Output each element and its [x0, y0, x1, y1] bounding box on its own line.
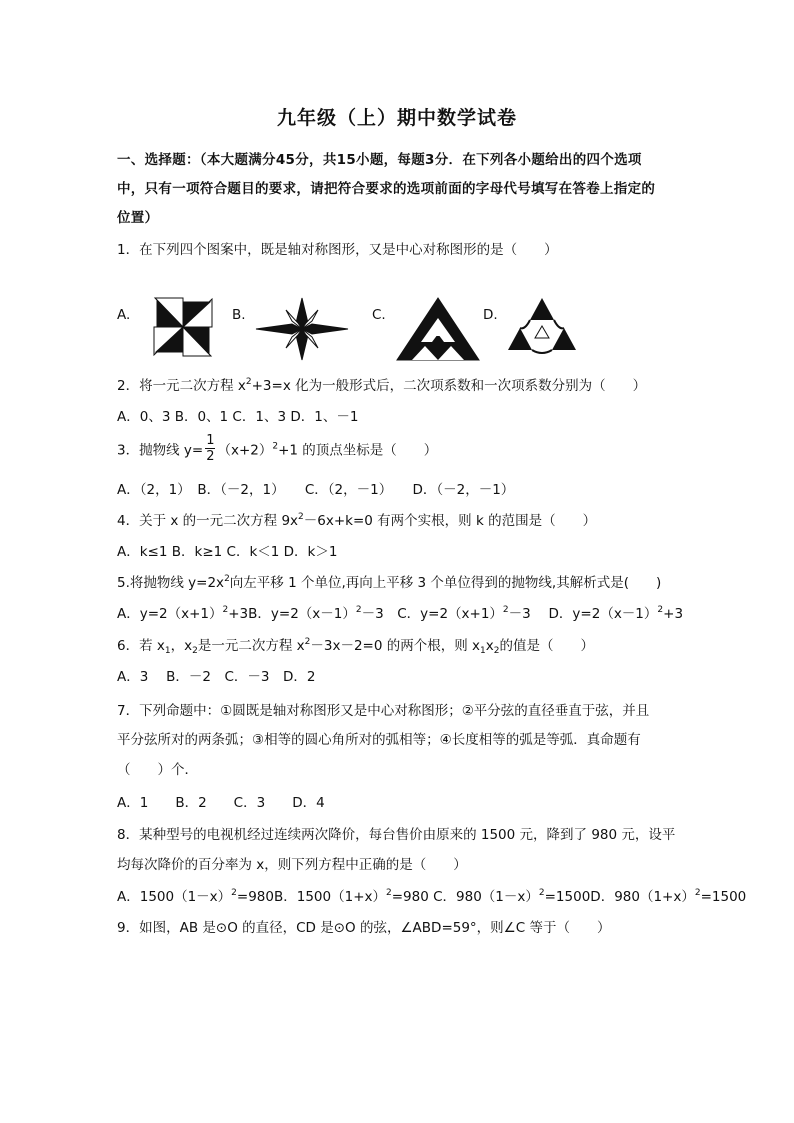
question-7-options: A．1 B．2 C．3 D．4 — [117, 795, 325, 811]
question-8-line-1: 8．某种型号的电视机经过连续两次降价，每台售价由原来的 1500 元，降到了 980 元，设平 — [117, 827, 676, 843]
question-3-stem: 3．抛物线 y= $\frac{1}{2}$ $(x+2)^2+1$ 的顶点坐标是（ ） — [117, 433, 438, 464]
three-triangles-figure-d — [503, 296, 581, 358]
page-title: 九年级（上）期中数学试卷 — [276, 107, 517, 129]
question-7-line-1: 7．下列命题中：①圆既是轴对称图形又是中心对称图形；②平分弦的直径垂直于弦，并且 — [117, 703, 650, 719]
option-b-label: B. — [232, 307, 246, 323]
option-d-label: D. — [483, 307, 498, 323]
question-2-stem: 2．将一元二次方程 $x^2+3=x$ 化为一般形式后，二次项系数和一次项系数分别为（ ） — [117, 377, 647, 394]
section-instructions-line-2: 中，只有一项符合题目的要求，请把符合要求的选项前面的字母代号填写在答卷上指定的 — [117, 181, 656, 197]
fraction-one-half: $\frac{1}{2}$ — [206, 433, 215, 464]
section-instructions-line-3: 位置） — [117, 210, 159, 226]
question-8-options: A．$1500(1-x)^2=980B$．$1500(1+x)^2=980$ C．$980(1-x)^2=1500D$．$980(1+x)^2=1500$ — [117, 888, 747, 905]
question-3-options: A．（2，1） B．（－2，1） C．（2，－1） D．（－2，－1） — [117, 482, 515, 498]
question-6-options: A．3 B．－2 C．－3 D．2 — [117, 669, 316, 685]
question-1-stem: 1．在下列四个图案中，既是轴对称图形，又是中心对称图形的是（ ） — [117, 242, 558, 258]
triangle-pattern-figure-c — [395, 296, 481, 362]
question-7-line-3: （ ）个． — [117, 762, 198, 778]
question-6-stem: 6．若 $x_1$，$x_2$是一元二次方程 $x^2-3x-2=0$ 的两个根，则 $x_1x_2$的值是（ ） — [117, 637, 594, 656]
question-4-stem: 4．关于 x 的一元二次方程 $9x^2-6x+k=0$ 有两个实根，则 k 的范围是（ ） — [117, 512, 597, 529]
question-7-line-2: 平分弦所对的两条弧；③相等的圆心角所对的弧相等；④长度相等的弧是等弧．真命题有 — [117, 732, 641, 748]
section-instructions-line-1: 一、选择题：（本大题满分45分，共15小题，每题3分．在下列各小题给出的四个选项 — [117, 152, 642, 168]
compass-star-figure-b — [252, 296, 352, 362]
question-5-stem: 5.将抛物线 $y=2x^2$向左平移 1 个单位,再向上平移 3 个单位得到的抛物线,其解析式是( ) — [117, 574, 662, 591]
question-5-options: A．$y=2(x+1)^2+3B$．$y=2(x-1)^2-3$ C．$y=2(x+1)^2-3$ D．$y=2(x-1)^2+3$ — [117, 605, 684, 622]
question-2-options: A．0、3 B．0、1 C．1、3 D．1、－1 — [117, 409, 359, 425]
option-c-label: C. — [372, 307, 386, 323]
question-8-line-2: 均每次降价的百分率为 x，则下列方程中正确的是（ ） — [117, 857, 467, 873]
option-a-label: A. — [117, 307, 131, 323]
pinwheel-figure-a — [137, 296, 229, 358]
question-9-stem: 9．如图，AB 是⊙O 的直径，CD 是⊙O 的弦，∠ABD=59°，则∠C 等于（ ） — [117, 920, 611, 936]
question-4-options: A．k≤1 B．k≥1 C．k＜1 D．k＞1 — [117, 544, 338, 560]
